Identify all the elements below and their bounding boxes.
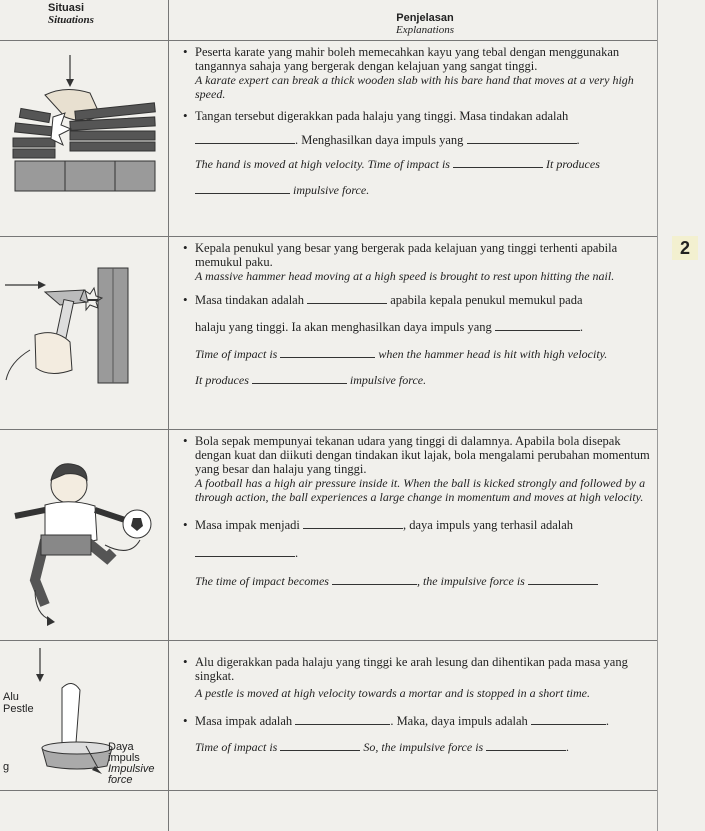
- answer-blank[interactable]: [303, 518, 403, 529]
- header-divider: [0, 40, 657, 41]
- header-situasi: Situasi: [48, 2, 85, 14]
- football-intro-ms: • Bola sepak mempunyai tekanan udara yang tinggi di dalamnya. Apabila bola disepak dengan kuat dan diikuti dengan tindakan ikut lajak, bola mengalami perubahan momentum yang besar dan halaju yang tinggi.: [195, 434, 650, 476]
- header-explanations-en: Explanations: [395, 24, 455, 36]
- karate-q-en-1a: The hand is moved at high velocity. Time of impact is: [195, 157, 450, 171]
- karate-q-en-1b: It produces: [545, 157, 600, 171]
- football-q-ms-1c: .: [295, 546, 299, 560]
- karate-intro-en: A karate expert can break a thick wooden slab with his bare hand that moves at a very high speed.: [195, 73, 634, 101]
- row-football-explanation: [180, 434, 655, 588]
- hammer-q-ms-1a: Masa tindakan adalah: [195, 293, 304, 307]
- karate-q-ms-2b: .: [576, 133, 580, 147]
- answer-blank[interactable]: [332, 574, 417, 585]
- row-divider-1: [0, 236, 657, 237]
- football-intro-en: A football has a high air pressure inside it. When the ball is kicked strongly and followed by a through action, the ball experiences a large change in momentum and moves at high velocity.: [195, 476, 646, 504]
- karate-intro-ms: • Peserta karate yang mahir boleh memecahkan kayu yang tebal dengan menggunakan tangannya sahaja yang bergerak dengan kelajuan yang sangat tinggi.: [195, 45, 620, 73]
- answer-blank[interactable]: [467, 133, 577, 144]
- football-q-en-1a: The time of impact becomes: [195, 574, 329, 588]
- pestle-q-en-1a: Time of impact is: [195, 740, 278, 754]
- answer-blank[interactable]: [295, 714, 390, 725]
- pestle-intro-en: A pestle is moved at high velocity towards a mortar and is stopped in a short time.: [195, 686, 590, 700]
- label-impulsive: Impulsive: [108, 763, 155, 775]
- header-situations-en: Situations: [48, 14, 94, 26]
- answer-blank[interactable]: [195, 133, 295, 144]
- karate-q-ms-1: • Tangan tersebut digerakkan pada halaju yang tinggi. Masa tindakan adalah: [195, 109, 569, 123]
- label-impuls: impuls: [108, 752, 140, 764]
- hammer-intro-en: A massive hammer head moving at a high speed is brought to rest upon hitting the nail.: [195, 269, 615, 283]
- pestle-q-en-1c: .: [566, 740, 570, 754]
- answer-blank[interactable]: [280, 347, 375, 358]
- hammer-q-en-1a: Time of impact is: [195, 347, 278, 361]
- label-alu: Alu: [3, 691, 19, 703]
- table-bottom: [0, 790, 657, 791]
- hammer-q-ms-2a: halaju yang tinggi. Ia akan menghasilkan daya impuls yang: [195, 320, 492, 334]
- hammer-q-ms-1b: apabila kepala penukul memukul pada: [390, 293, 583, 307]
- pestle-q-ms-1c: .: [605, 714, 610, 728]
- hammer-intro-ms: • Kepala penukul yang besar yang bergerak pada kelajuan yang tinggi terhenti apabila memukul paku.: [195, 241, 618, 269]
- pestle-q-ms-1b: . Maka, daya impuls adalah: [390, 714, 528, 728]
- label-g: g: [3, 761, 10, 773]
- football-q-ms-1a: Masa impak menjadi: [195, 518, 300, 532]
- row-divider-3: [0, 640, 657, 641]
- pestle-q-ms-1a: Masa impak adalah: [195, 714, 293, 728]
- hammer-illustration: [0, 250, 165, 385]
- karate-illustration: [5, 45, 165, 195]
- header-penjelasan: Penjelasan: [396, 12, 454, 24]
- answer-blank[interactable]: [252, 373, 347, 384]
- row-divider-2: [0, 429, 657, 430]
- table-right-edge: [657, 0, 658, 831]
- answer-blank[interactable]: [195, 183, 290, 194]
- answer-blank[interactable]: [195, 546, 295, 557]
- label-pestle: Pestle: [3, 703, 34, 715]
- label-force: force: [108, 774, 133, 786]
- row-pestle-explanation: [180, 655, 655, 754]
- karate-q-en-2: impulsive force.: [293, 183, 370, 197]
- hammer-q-en-2a: It produces: [195, 373, 249, 387]
- answer-blank[interactable]: [528, 574, 598, 585]
- header-situations: [48, 2, 94, 26]
- pestle-q-en-1b: So, the impulsive force is: [363, 740, 484, 754]
- hammer-q-en-1b: when the hammer head is hit with high velocity.: [378, 347, 608, 361]
- header-explanations: [330, 12, 520, 36]
- football-q-ms-1b: , daya impuls yang terhasil adalah: [402, 518, 574, 532]
- label-daya: Daya: [108, 741, 134, 753]
- answer-blank[interactable]: [307, 293, 387, 304]
- column-divider: [168, 0, 169, 831]
- football-illustration: [5, 440, 165, 630]
- hammer-q-ms-2b: .: [579, 320, 584, 334]
- answer-blank[interactable]: [280, 740, 360, 751]
- page-number-tab: 2: [672, 236, 698, 260]
- answer-blank[interactable]: [495, 320, 580, 331]
- pestle-intro-ms: • Alu digerakkan pada halaju yang tinggi ke arah lesung dan dihentikan pada masa yang singkat.: [195, 655, 628, 683]
- football-q-en-1b: , the impulsive force is: [416, 574, 525, 588]
- row-hammer-explanation: [180, 241, 655, 387]
- answer-blank[interactable]: [453, 157, 543, 168]
- karate-q-ms-2a: . Menghasilkan daya impuls yang: [295, 133, 464, 147]
- hammer-q-en-2b: impulsive force.: [349, 373, 427, 387]
- row-karate-explanation: [180, 45, 655, 197]
- answer-blank[interactable]: [531, 714, 606, 725]
- answer-blank[interactable]: [486, 740, 566, 751]
